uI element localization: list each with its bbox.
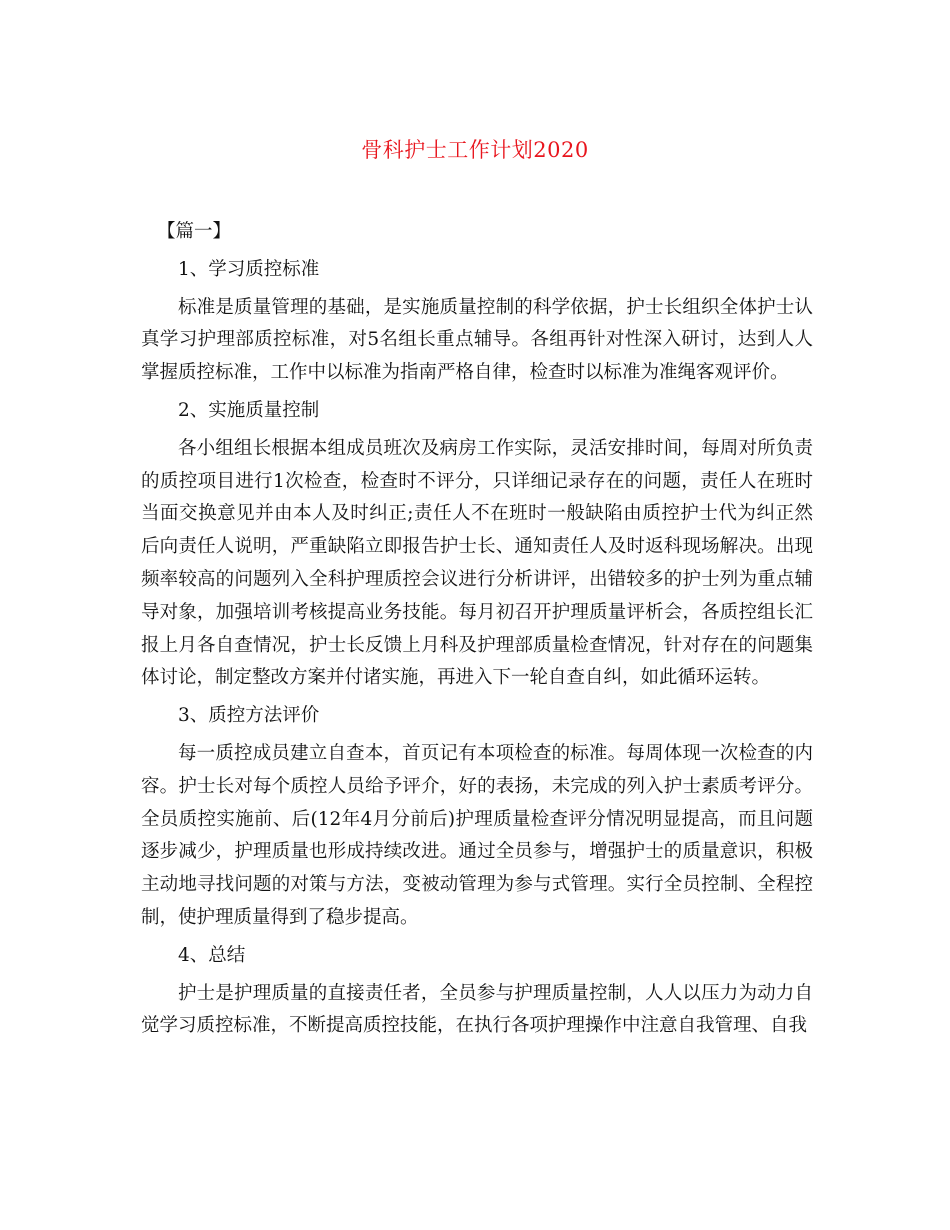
document-body — [141, 216, 813, 1043]
section-heading: 1、学习质控标准 — [178, 258, 320, 280]
body-paragraph: 护士是护理质量的直接责任者，全员参与护理质量控制，人人以压力为动力自觉学习质控标准，不断提高质控技能，在执行各项护理操作中注意自我管理、自我 — [141, 982, 813, 1037]
body-paragraph: 各小组组长根据本组成员班次及病房工作实际，灵活安排时间，每周对所负责的质控项目进行1次检查，检查时不评分，只详细记录存在的问题，责任人在班时当面交换意见并由本人及时纠正;责任人不在班时一般缺陷由质控护士代为纠正然后向责任人说明，严重缺陷立即报告护士长、通知责任人及时返科现场解决。出现频率较高的问题列入全科护理质控会议进行分析讲评，出错较多的护士列为重点辅导对象，加强培训考核提高业务技能。每月初召开护理质量评析会，各质控组长汇报上月各自查情况，护士长反馈上月科及护理部质量检查情况，针对存在的问题集体讨论，制定整改方案并付诸实施，再进入下一轮自查自纠，如此循环运转。 — [141, 437, 813, 689]
section-label: 【篇一】 — [157, 221, 232, 242]
section-heading: 4、总结 — [178, 944, 246, 966]
body-paragraph: 每一质控成员建立自查本，首页记有本项检查的标准。每周体现一次检查的内容。护士长对每个质控人员给予评介，好的表扬，未完成的列入护士素质考评分。全员质控实施前、后(12年4月分前后)护理质量检查评分情况明显提高，而且问题逐步减少，护理质量也形成持续改进。通过全员参与，增强护士的质量意识，积极主动地寻找问题的对策与方法，变被动管理为参与式管理。实行全员控制、全程控制，使护理质量得到了稳步提高。 — [141, 742, 813, 928]
section-heading: 2、实施质量控制 — [178, 399, 320, 421]
document-title: 骨科护士工作计划2020 — [361, 138, 589, 162]
section-heading: 3、质控方法评价 — [178, 705, 320, 727]
body-paragraph: 标准是质量管理的基础，是实施质量控制的科学依据，护士长组织全体护士认真学习护理部质控标准，对5名组长重点辅导。各组再针对性深入研讨，达到人人掌握质控标准，工作中以标准为指南严格自律，检查时以标准为准绳客观评价。 — [141, 296, 813, 384]
